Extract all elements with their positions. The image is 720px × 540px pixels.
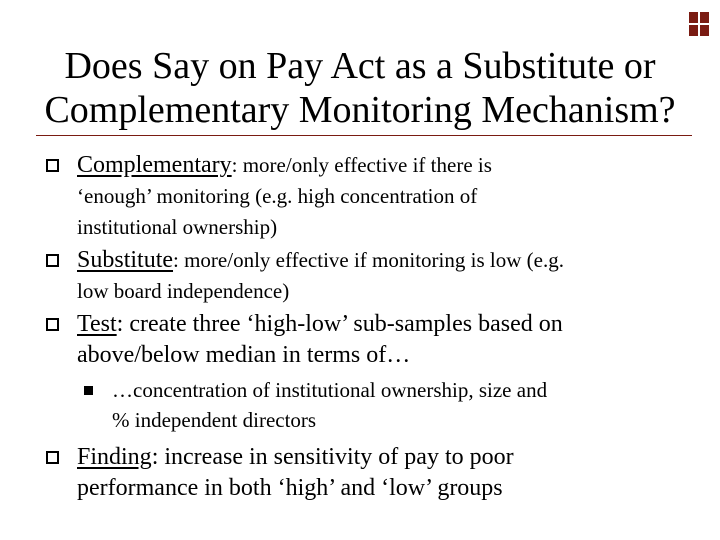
bullet-line: above/below median in terms of… <box>77 342 411 368</box>
corner-decoration <box>689 12 709 36</box>
sub-bullet-text <box>112 375 692 435</box>
bullet-line: performance in both ‘high’ and ‘low’ groups <box>77 475 503 501</box>
bullet-term: Complementary <box>77 152 232 178</box>
bullet-text <box>77 245 692 307</box>
bullet-line: : more/only effective if monitoring is low (e.g. <box>173 248 564 272</box>
bullet-term: Finding <box>77 444 152 470</box>
hollow-square-bullet-icon <box>46 254 59 267</box>
bullet-line: : create three ‘high-low’ sub-samples based on <box>116 311 563 337</box>
bullet-term: Substitute <box>77 247 174 273</box>
bullet-line: : more/only effective if there is <box>231 153 492 177</box>
decor-square <box>700 12 709 23</box>
bullet-text <box>77 309 692 371</box>
bullet-line: : increase in sensitivity of pay to poor <box>151 444 514 470</box>
bullet-line: ‘enough’ monitoring (e.g. high concentration of <box>77 184 478 208</box>
title-line-2: Complementary Monitoring Mechanism? <box>44 89 676 131</box>
decor-square <box>689 25 698 36</box>
sub-bullet-line: …concentration of institutional ownership, size and <box>112 378 548 402</box>
hollow-square-bullet-icon <box>46 318 59 331</box>
title-line-1: Does Say on Pay Act as a Substitute or <box>64 45 656 87</box>
filled-square-bullet-icon <box>84 386 93 395</box>
decor-square <box>689 12 698 23</box>
sub-bullet-line: % independent directors <box>112 408 317 432</box>
decor-square <box>700 25 709 36</box>
slide-title <box>0 44 720 132</box>
bullet-line: institutional ownership) <box>77 215 278 239</box>
hollow-square-bullet-icon <box>46 451 59 464</box>
bullet-term: Test <box>77 311 117 337</box>
bullet-text <box>77 442 692 504</box>
hollow-square-bullet-icon <box>46 159 59 172</box>
title-divider <box>36 135 692 136</box>
bullet-line: low board independence) <box>77 279 290 303</box>
bullet-text <box>77 150 692 243</box>
